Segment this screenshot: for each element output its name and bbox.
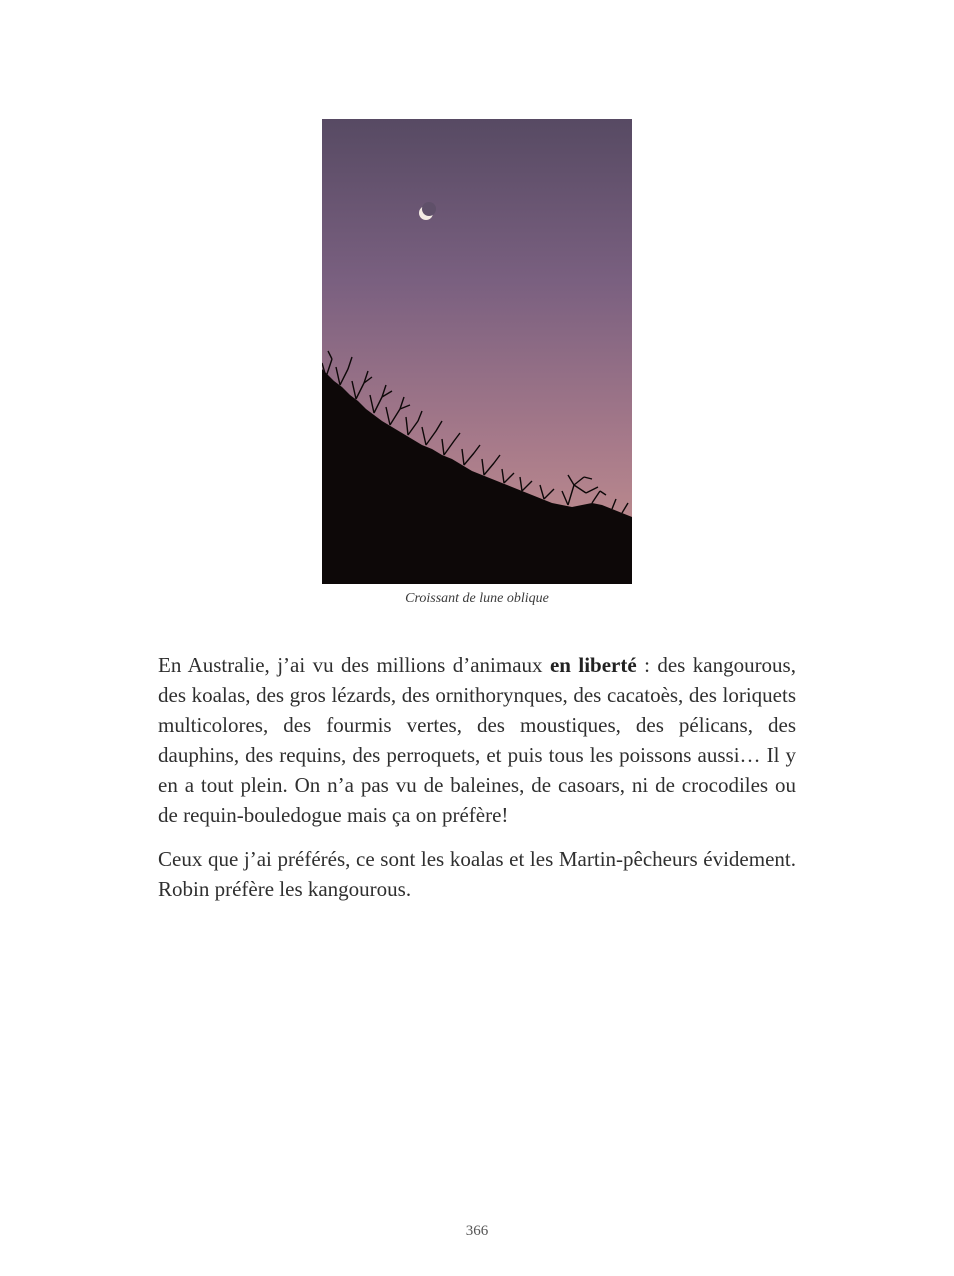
figure-caption: Croissant de lune oblique — [405, 591, 549, 606]
body-text — [158, 650, 796, 918]
photo-crescent-moon — [322, 119, 632, 584]
emphasis-en-liberte: en liberté — [549, 653, 637, 677]
paragraph-animals-rest: : des kangourous, des koalas, des gros lézards, des ornithorynques, des cacatoès, des loriquets multicolores, des fourmis vertes, des moustiques, des pélicans, des dauphins, des requins, des perroquets, et puis tous les poissons aussi… Il y en a tout plein. On n’a pas vu de baleines, de casoars, ni de crocodiles ou de requin-bouledogue mais ça on préfère! — [158, 653, 796, 827]
paragraph-animals — [158, 650, 796, 830]
sky-silhouette-image — [322, 119, 632, 584]
paragraph-animals-start: En Australie, j’ai vu des millions d’animaux — [158, 653, 550, 677]
page-number: 366 — [465, 1223, 489, 1239]
paragraph-favorites: Ceux que j’ai préférés, ce sont les koalas et les Martin-pêcheurs évidement. Robin préfère les kangourous. — [158, 847, 796, 901]
